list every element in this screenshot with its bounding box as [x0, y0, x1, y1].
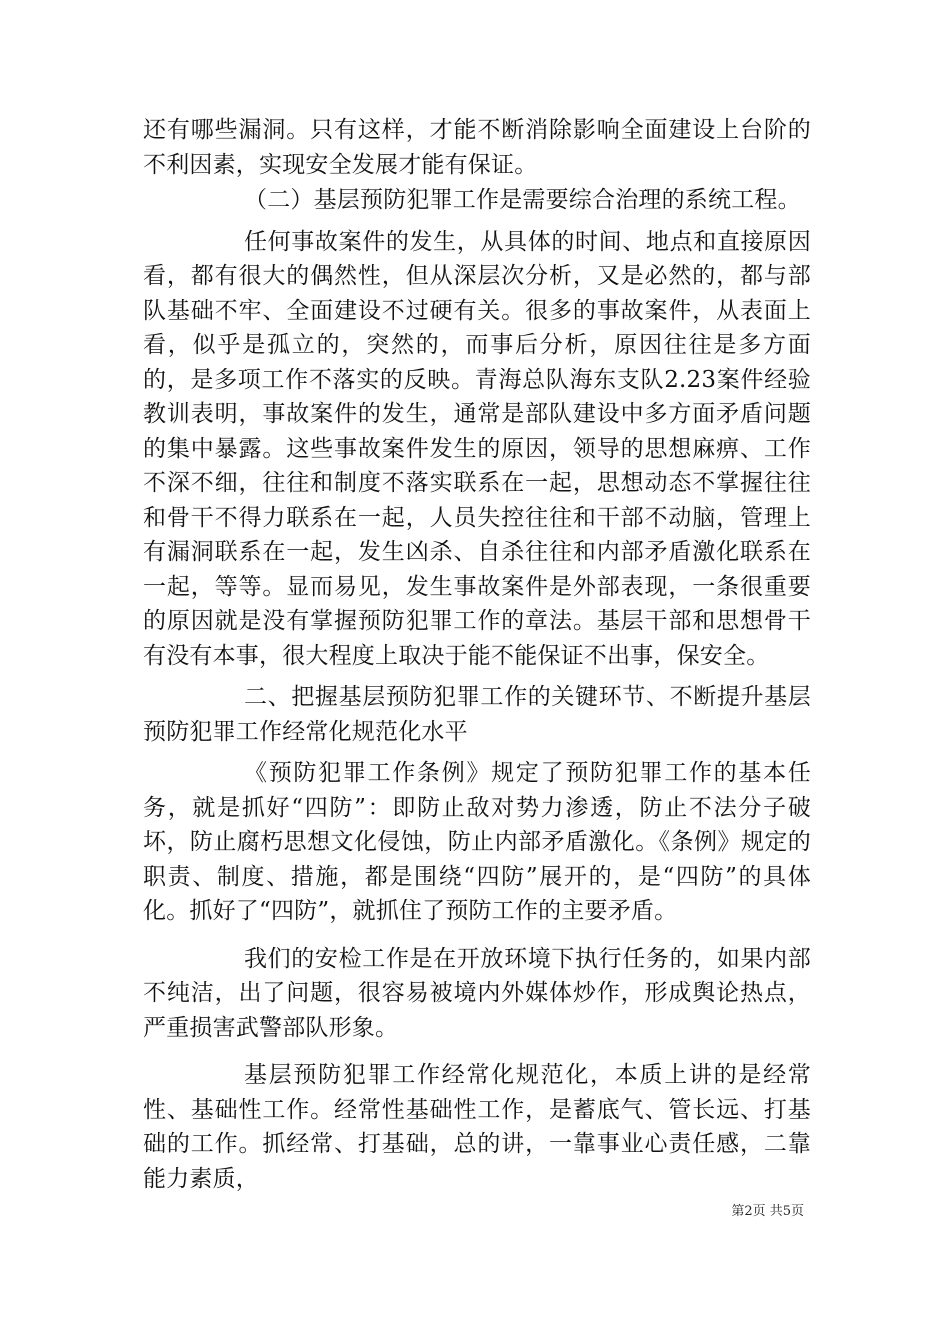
- paragraph-regularization: 基层预防犯罪工作经常化规范化，本质上讲的是经常性、基础性工作。经常性基础性工作，是蓄底气、管长远、打基础的工作。抓经常、打基础，总的讲，一靠事业心责任感，二靠能力素质，: [143, 1062, 811, 1192]
- document-body: [143, 113, 811, 1196]
- paragraph-accident-analysis: 任何事故案件的发生，从具体的时间、地点和直接原因看，都有很大的偶然性，但从深层次分析，又是必然的，都与部队基础不牢、全面建设不过硬有关。很多的事故案件，从表面上看，似乎是孤立的，突然的，而事后分析，原因往往是多方面的，是多项工作不落实的反映。青海总队海东支队2.23案件经验教训表明，事故案件的发生，通常是部队建设中多方面矛盾问题的集中暴露。这些事故案件发生的原因，领导的思想麻痹、工作不深不细，往往和制度不落实联系在一起，思想动态不掌握往往和骨干不得力联系在一起，人员失控往往和干部不动脑，管理上有漏洞联系在一起，发生凶杀、自杀往往和内部矛盾激化联系在一起，等等。显而易见，发生事故案件是外部表现，一条很重要的原因就是没有掌握预防犯罪工作的章法。基层干部和思想骨干有没有本事，很大程度上取决于能不能保证不出事，保安全。: [143, 228, 811, 669]
- paragraph-four-preventions: 《预防犯罪工作条例》规定了预防犯罪工作的基本任务，就是抓好“四防”：即防止敌对势力渗透，防止不法分子破坏，防止腐朽思想文化侵蚀，防止内部矛盾激化。《条例》规定的职责、制度、措施，都是围绕“四防”展开的，是“四防”的具体化。抓好了“四防”，就抓住了预防工作的主要矛盾。: [143, 760, 811, 924]
- section-heading-2: （二）基层预防犯罪工作是需要综合治理的系统工程。: [244, 187, 801, 213]
- paragraph-continuation: 还有哪些漏洞。只有这样，才能不断消除影响全面建设上台阶的不利因素，实现安全发展才能有保证。: [143, 117, 811, 178]
- paragraph-security-work: 我们的安检工作是在开放环境下执行任务的，如果内部不纯洁，出了问题，很容易被境内外媒体炒作，形成舆论热点，严重损害武警部队形象。: [143, 945, 811, 1041]
- page-number-footer: 第2页 共5页: [731, 1204, 804, 1219]
- section-heading-two: 二、把握基层预防犯罪工作的关键环节、不断提升基层预防犯罪工作经常化规范化水平: [143, 684, 811, 745]
